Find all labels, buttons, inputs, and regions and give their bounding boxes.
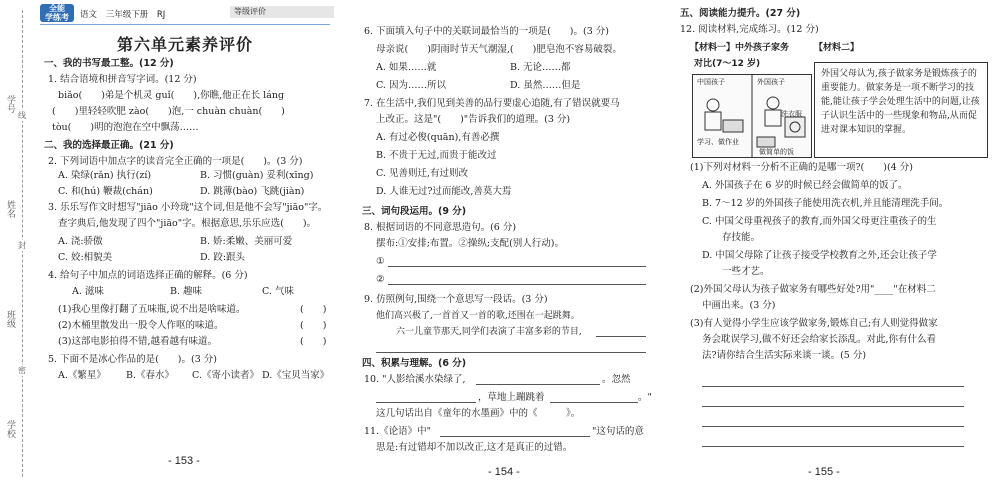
q11-line2: 思是:有过错却不加以改正,这才是真正的过错。 — [376, 442, 573, 453]
q10-blank-3[interactable] — [550, 402, 638, 403]
material-2-title: 【材料二】 — [814, 43, 860, 53]
page-155 — [670, 0, 1000, 487]
caption-study: 学习、做作业 — [697, 138, 739, 146]
cut-mark: 线 — [18, 111, 26, 120]
q12-3-line3: 法?请你结合生活实际来谈一谈。(5 分) — [702, 350, 867, 361]
q2-option-d[interactable]: D. 跳薄(bào) 飞跳(jiàn) — [200, 186, 305, 197]
q12-1-option-c-cont: 存技能。 — [722, 232, 761, 243]
q3-option-b[interactable]: B. 娇:柔嫩、美丽可爱 — [200, 236, 293, 247]
q7-option-c[interactable]: C. 见善则迁,有过则改 — [376, 168, 468, 179]
caption-chinese-child: 中国孩子 — [697, 78, 725, 86]
section-3-heading: 三、词句段运用。(9 分) — [362, 206, 467, 217]
q12-3-line2: 务会耽误学习,做不好还会给家长添乱。对此,你有什么看 — [702, 334, 937, 345]
q12-prompt: 12. 阅读材料,完成练习。(12 分) — [680, 24, 819, 35]
q10-blank-2[interactable] — [376, 402, 476, 403]
q5-option-d[interactable]: D.《宝贝当家》 — [262, 370, 330, 381]
caption-laundry: 洗衣服 — [781, 110, 802, 118]
q4-option-c[interactable]: C. 气味 — [262, 286, 294, 297]
q7-option-d[interactable]: D. 人谁无过?过而能改,善莫大焉 — [376, 186, 512, 197]
caption-foreign-child: 外国孩子 — [757, 78, 785, 86]
brand-logo: 全能 学练考 — [40, 4, 74, 22]
section-4-heading: 四、积累与理解。(6 分) — [362, 358, 467, 369]
q12-2-line2: 中画出来。(3 分) — [702, 300, 776, 311]
q8-definition: 摆布:①安排;布置。②操纵;支配(别人行动)。 — [376, 238, 565, 249]
material-1-title: 【材料一】中外孩子家务 — [690, 43, 790, 53]
q11-blank[interactable] — [440, 436, 590, 437]
q10-line2-mid: ，草地上蹦跳着 — [478, 392, 545, 403]
name-label: 姓名 — [5, 200, 15, 218]
school-label: 学校 — [5, 420, 15, 438]
q7-option-b[interactable]: B. 不贵于无过,而贵于能改过 — [376, 150, 497, 161]
q3-option-d[interactable]: D. 跤:跟头 — [200, 252, 246, 263]
q5-option-b[interactable]: B.《春水》 — [126, 370, 175, 381]
page-154 — [340, 0, 670, 487]
section-5-heading: 五、阅读能力提升。(27 分) — [680, 8, 801, 19]
student-id-label: 学号 — [5, 95, 15, 113]
q4-blank1[interactable]: ( ) — [300, 304, 327, 315]
section-2-heading: 二、我的选择最正确。(21 分) — [44, 140, 174, 151]
q11-line1-end: "这句话的意 — [592, 426, 644, 437]
q8-answer-line-1[interactable] — [388, 266, 646, 267]
q7-line1: 7. 在生活中,我们见到美善的品行要虚心追随,有了错误就要马 — [364, 98, 620, 109]
q1-line1: biǎo( )弟是个机灵 guǐ( ),你瞧,他正在长 láng — [58, 90, 285, 101]
page-title: 第六单元素养评价 — [116, 35, 253, 54]
q9-answer-line-b[interactable] — [376, 352, 646, 353]
q10-line3: 这几句话出自《童年的水墨画》中的《 》。 — [376, 408, 581, 419]
section-1-heading: 一、我的书写最工整。(12 分) — [44, 58, 174, 69]
q3-line1: 3. 乐乐写作文时想写"jiāo 小玲珑"这个词,但是他不会写"jiāo"字。 — [48, 202, 328, 213]
q6-option-a[interactable]: A. 如果……就 — [376, 62, 437, 73]
q6-option-b[interactable]: B. 无论……都 — [510, 62, 571, 73]
q2-option-b[interactable]: B. 习惯(guàn) 妥利(xīng) — [200, 170, 314, 181]
q4-option-b[interactable]: B. 趣味 — [170, 286, 203, 297]
grade-box: 等级评价 — [230, 6, 334, 18]
q12-3-line1: (3)有人觉得小学生应该学做家务,锻炼自己;有人则觉得做家 — [690, 318, 938, 329]
q6-sentence: 母亲说( )阴雨时节天气潮湿,( )肥皂泡不容易破裂。 — [376, 44, 622, 55]
q12-3-answer-line-3[interactable] — [702, 426, 964, 427]
book-meta: 语文 三年级下册 RJ — [80, 10, 166, 20]
q6-option-c[interactable]: C. 因为……所以 — [376, 80, 446, 91]
q12-1-option-c[interactable]: C. 中国父母重视孩子的教育,而外国父母更注重孩子的生 — [702, 216, 937, 227]
q10-line1-start: 10. "人影给溪水染绿了, — [364, 374, 466, 385]
q4-prompt: 4. 给句子中加点的词语选择正确的解释。(6 分) — [48, 270, 248, 281]
q12-1-option-a[interactable]: A. 外国孩子在 6 岁的时候已经会做简单的饭了。 — [702, 180, 908, 191]
q4-blank2[interactable]: ( ) — [300, 320, 327, 331]
q3-option-a[interactable]: A. 浇:骄傲 — [58, 236, 103, 247]
q12-1-option-b[interactable]: B. 7～12 岁的外国孩子能使用洗衣机,并且能清理洗手间。 — [702, 198, 949, 209]
q12-2-line1: (2)外国父母认为孩子做家务有哪些好处?用"____"在材料二 — [690, 284, 936, 295]
q5-option-c[interactable]: C.《寄小读者》 — [192, 370, 259, 381]
q5-prompt: 5. 下面不是冰心作品的是( )。(3 分) — [48, 354, 217, 365]
q2-option-c[interactable]: C. 和(hú) 鞭裁(chán) — [58, 186, 153, 197]
page-number: - 154 - — [488, 466, 520, 478]
q10-line2-end: 。" — [638, 392, 652, 403]
q9-prompt: 9. 仿照例句,围绕一个意思写一段话。(3 分) — [364, 294, 548, 305]
q4-option-a[interactable]: A. 滋味 — [72, 286, 104, 297]
q12-1-option-d-cont: 一些才艺。 — [722, 266, 770, 277]
q1-line3: tòu( )明的泡泡在空中飘荡…… — [52, 122, 199, 133]
q11-line1-start: 11.《论语》中" — [364, 426, 431, 437]
q4-item1: (1)我心里像打翻了五味瓶,说不出是啥味道。 — [58, 304, 246, 315]
q8-label-1: ① — [376, 256, 385, 267]
comparison-illustration — [692, 74, 812, 158]
page-number: - 155 - — [808, 466, 840, 478]
q12-3-answer-line-1[interactable] — [702, 386, 964, 387]
q4-blank3[interactable]: ( ) — [300, 336, 327, 347]
q3-option-c[interactable]: C. 姣:相貌美 — [58, 252, 113, 263]
cut-mark: 封 — [18, 241, 26, 250]
q4-item2: (2)木桶里散发出一股令人作呕的味道。 — [58, 320, 224, 331]
q3-line2: 查字典后,他发现了四个"jiāo"字。根据意思,乐乐应选( )。 — [58, 218, 317, 229]
q12-3-answer-line-2[interactable] — [702, 406, 964, 407]
q2-option-a[interactable]: A. 染绿(rǎn) 执行(zí) — [58, 170, 152, 181]
class-label: 班级 — [5, 310, 15, 328]
q9-stem: 六一儿童节那天,同学们表演了丰富多彩的节目, — [396, 327, 582, 337]
q8-answer-line-2[interactable] — [388, 284, 646, 285]
q12-3-answer-line-4[interactable] — [702, 446, 964, 447]
material-2-text: 外国父母认为,孩子做家务是锻炼孩子的重要能力。做家务是一项不断学习的技能,能让孩子学会处理生活中的问题,让孩子认识生活中的一些现象和物品,从而促进对课本知识的掌握。 — [814, 62, 988, 158]
q5-option-a[interactable]: A.《繁星》 — [58, 370, 106, 381]
q10-line1-end: 。忽然 — [602, 374, 631, 385]
page-header — [40, 4, 330, 25]
q8-label-2: ② — [376, 274, 385, 285]
q10-blank-1[interactable] — [476, 384, 600, 385]
q9-answer-line-a[interactable] — [596, 336, 646, 337]
material-1-subtitle: 对比(7～12 岁) — [694, 59, 761, 69]
q7-option-a[interactable]: A. 有过必俊(quān),有善必撰 — [376, 132, 500, 143]
q12-1-option-d[interactable]: D. 中国父母除了让孩子接受学校教育之外,还会让孩子学 — [702, 250, 937, 261]
cut-mark: 密 — [18, 366, 26, 375]
page-number: - 153 - — [168, 455, 200, 467]
q4-item3: (3)这部电影拍得不错,越看越有味道。 — [58, 336, 217, 347]
page-153 — [0, 0, 340, 487]
q1-line2: ( )里轻轻吹肥 zào( )泡,一 chuàn chuàn( ) — [52, 106, 285, 117]
q8-prompt: 8. 根据词语的不同意思造句。(6 分) — [364, 222, 517, 233]
q12-1-prompt: (1)下列对材料一分析不正确的是哪一项?( )(4 分) — [690, 162, 913, 173]
q2-prompt: 2. 下列词语中加点字的读音完全正确的一项是( )。(3 分) — [48, 156, 303, 167]
q6-prompt: 6. 下面填入句子中的关联词最恰当的一项是( )。(3 分) — [364, 26, 609, 37]
caption-cooking: 做简单的饭 — [759, 148, 794, 156]
q1-prompt: 1. 结合语境和拼音写字词。(12 分) — [48, 74, 197, 85]
q6-option-d[interactable]: D. 虽然……但是 — [510, 80, 581, 91]
q9-example: 他们高兴极了,一首首又一首的歌,还围在一起跳舞。 — [376, 311, 580, 321]
q7-line2: 上改正。这是"( )"告诉我们的道理。(3 分) — [376, 114, 571, 125]
